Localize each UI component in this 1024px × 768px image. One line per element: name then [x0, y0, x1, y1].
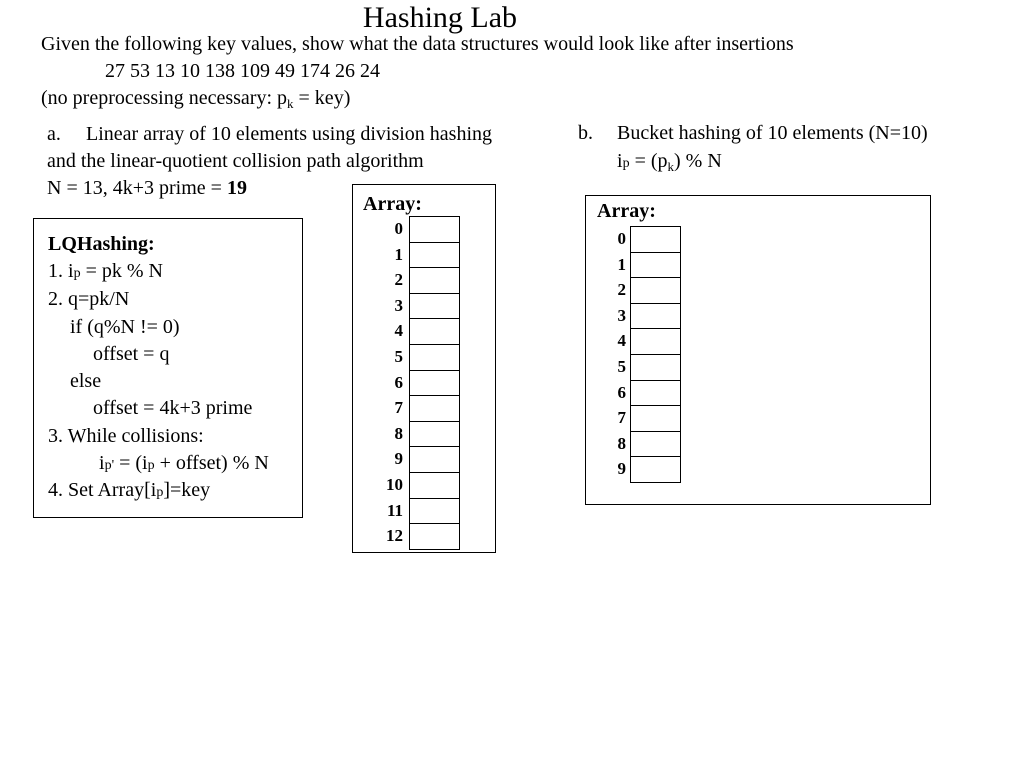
array-cell[interactable] — [630, 431, 681, 458]
array-cell[interactable] — [409, 472, 460, 499]
array-index-label: 8 — [617, 433, 626, 453]
array-index-label: 7 — [394, 398, 403, 418]
array-cell[interactable] — [409, 498, 460, 525]
array-cell[interactable] — [409, 267, 460, 294]
array-cell[interactable] — [630, 277, 681, 304]
array-cell[interactable] — [630, 226, 681, 253]
array-index-label: 11 — [386, 500, 403, 520]
part-a-marker: a. — [47, 123, 61, 145]
array-cell[interactable] — [409, 421, 460, 448]
array-index-label: 8 — [394, 423, 403, 443]
array-index-label: 7 — [617, 408, 626, 428]
array-index-label: 4 — [394, 321, 403, 341]
array-cell[interactable] — [409, 344, 460, 371]
array-cell[interactable] — [630, 380, 681, 407]
array-index-label: 12 — [386, 526, 403, 546]
array-a-label: Array: — [363, 193, 422, 215]
array-index-label: 0 — [617, 229, 626, 248]
array-index-label: 1 — [394, 244, 403, 264]
part-a-line1: Linear array of 10 elements using division hashing — [86, 123, 493, 145]
array-cell[interactable] — [409, 293, 460, 320]
array-cell[interactable] — [630, 328, 681, 355]
array-index-label: 3 — [394, 295, 403, 315]
array-cell[interactable] — [630, 303, 681, 330]
algorithm-step2: 2. q=pk/N — [48, 288, 130, 310]
array-index-label: 3 — [617, 305, 626, 325]
algorithm-step4: 4. Set Array[ip]=key — [48, 479, 211, 501]
array-cell[interactable] — [630, 456, 681, 483]
part-b-marker: b. — [578, 122, 593, 144]
algorithm-if: if (q%N != 0) — [70, 316, 180, 338]
preprocessing-note: (no preprocessing necessary: $p_k = key$) — [41, 87, 351, 111]
array-cell[interactable] — [409, 523, 460, 550]
array-b-box — [585, 195, 931, 505]
array-index-label: 4 — [617, 331, 626, 351]
array-cell[interactable] — [409, 370, 460, 397]
algorithm-step3: 3. While collisions: — [48, 425, 204, 447]
array-index-label: 2 — [617, 280, 626, 300]
algorithm-update: ip' = (ip + offset) % N — [99, 452, 269, 474]
array-cell[interactable] — [630, 405, 681, 432]
part-a-line2: and the linear-quotient collision path algorithm — [47, 150, 424, 172]
lq-hashing-box — [33, 218, 303, 518]
array-cell[interactable] — [409, 318, 460, 345]
array-cell[interactable] — [409, 242, 460, 269]
array-index-label: 6 — [394, 372, 403, 392]
array-cell[interactable] — [630, 252, 681, 279]
array-a-box — [352, 184, 496, 553]
array-index-label: 6 — [617, 382, 626, 402]
key-values: 27 53 13 10 138 109 49 174 26 24 — [105, 60, 380, 82]
array-cell[interactable] — [630, 354, 681, 381]
part-a-line3: N = 13, 4k+3 prime = 19 — [47, 177, 247, 199]
array-cell[interactable] — [409, 395, 460, 422]
algorithm-step1: 1. ip = pk % N — [48, 260, 163, 282]
array-index-label: 5 — [394, 347, 403, 366]
intro-instructions: Given the following key values, show what the data structures would look like after insertions — [41, 33, 794, 55]
part-b-line1: Bucket hashing of 10 elements (N=10) — [617, 122, 928, 144]
algorithm-offset-q: offset = q — [93, 343, 170, 365]
array-index-label: 1 — [617, 254, 626, 274]
page-title: Hashing Lab — [362, 1, 518, 34]
algorithm-else: else — [70, 370, 102, 392]
array-index-label: 5 — [617, 357, 626, 376]
array-index-label: 9 — [617, 459, 626, 479]
array-index-label: 2 — [394, 270, 403, 290]
array-index-label: 10 — [386, 475, 403, 494]
array-cell[interactable] — [409, 216, 460, 243]
array-index-label: 0 — [394, 219, 403, 238]
part-b-formula: ip = $(p_k)$ % N — [617, 150, 722, 174]
array-b-label: Array: — [597, 200, 656, 222]
algorithm-heading: LQHashing: — [48, 233, 155, 255]
array-cell[interactable] — [409, 446, 460, 473]
algorithm-offset-prime: offset = 4k+3 prime — [93, 397, 253, 419]
array-index-label: 9 — [394, 449, 403, 469]
